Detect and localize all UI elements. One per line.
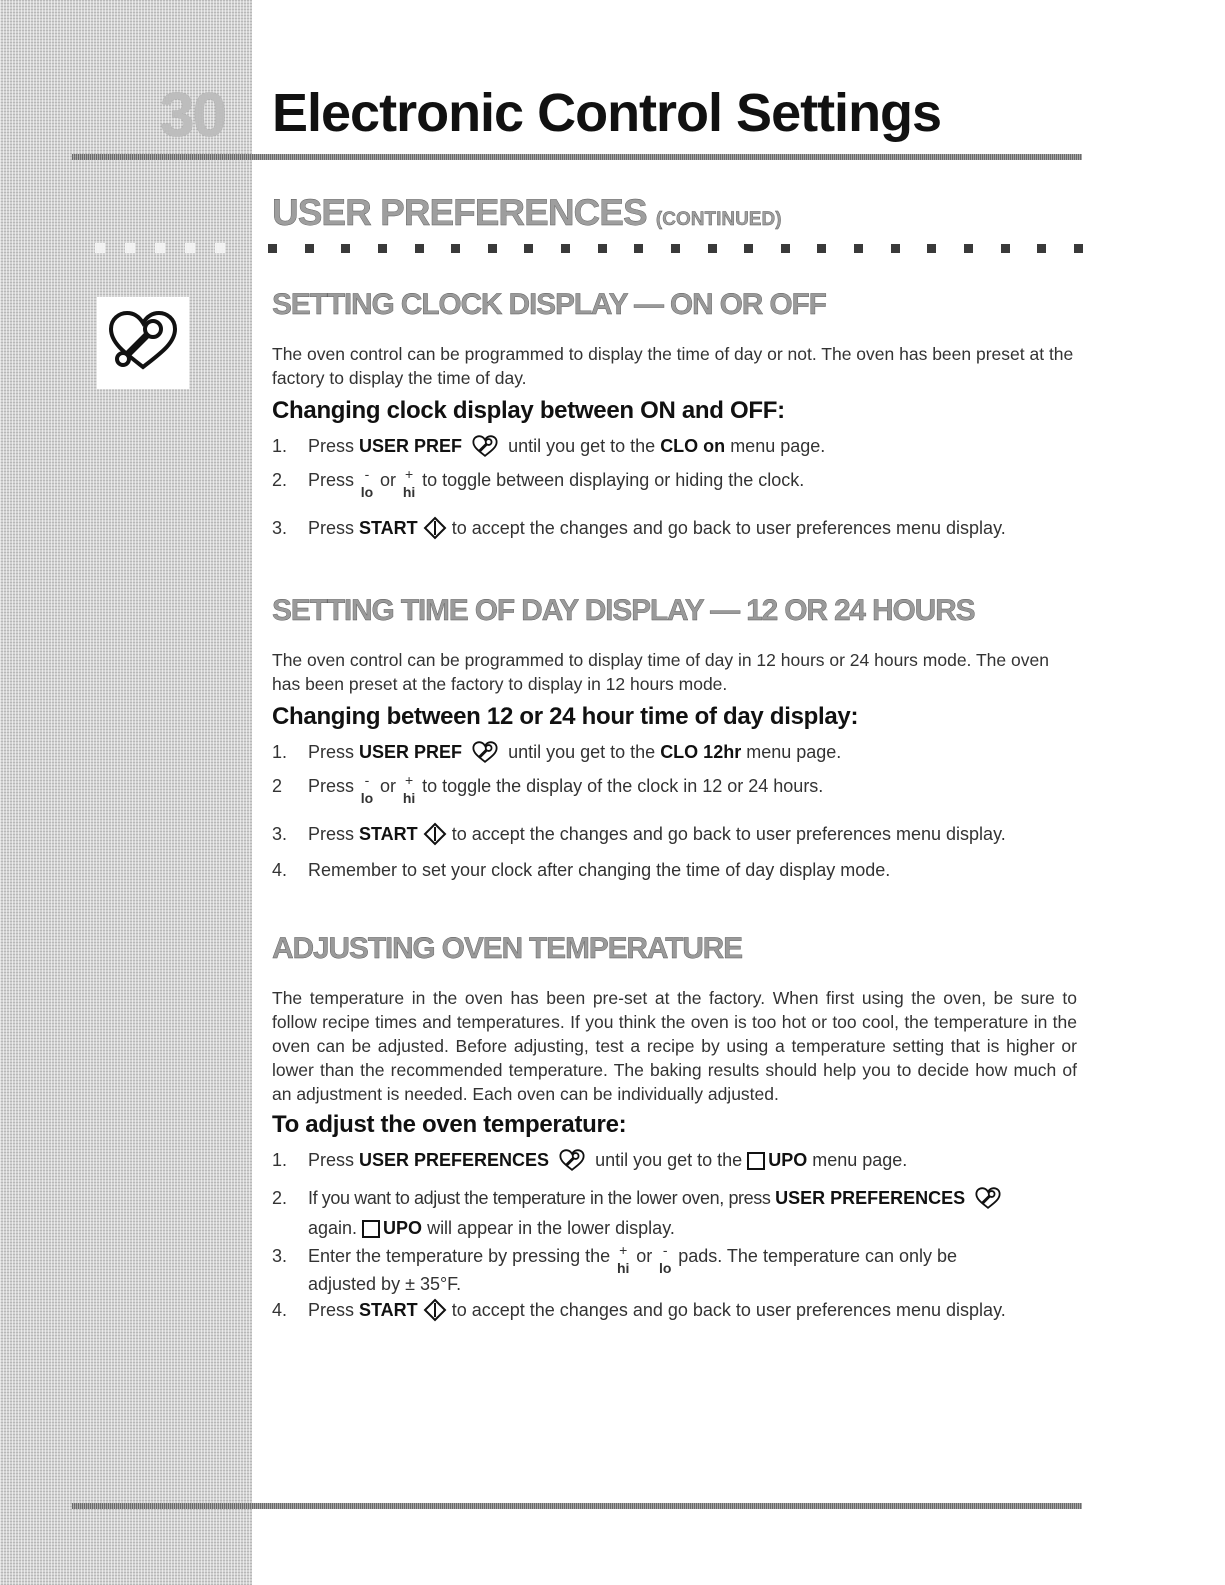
oven-temp-subhead: To adjust the oven temperature:	[272, 1111, 627, 1138]
time-display-intro: The oven control can be programmed to display time of day in 12 hours or 24 hours mode. The oven has been preset at the factory to display in 12 hours mode.	[272, 650, 1049, 694]
list-item: 1. Press USER PREFERENCES until you get to the UPO menu page.	[272, 1148, 1077, 1186]
hi-pad: + hi	[402, 466, 416, 500]
user-pref-badge	[97, 297, 189, 389]
wrench-heart-icon	[554, 1148, 590, 1178]
oven-temp-steps	[272, 1148, 1077, 1328]
oven-temp-intro: The temperature in the oven has been pre-set at the factory. When first using the oven, be sure to follow recipe times and temperatures. If you think the oven is too hot or too cool, the temperature in the oven can be adjusted. Before adjusting, test a recipe by using a temperature setting that is higher or lower than the recommended temperature. The baking results should help you to decide how much of an adjustment is needed. Each oven can be individually adjusted.	[272, 988, 1077, 1104]
list-item: 3. Enter the temperature by pressing the + hi or - lo pads. The temperature can only be adjusted by ± 35°F.	[272, 1242, 958, 1294]
section-title-text: USER PREFERENCES	[272, 192, 647, 233]
clock-display-section	[272, 288, 1077, 546]
list-item: 2 Press - lo or + hi to toggle the display of the clock in 12 or 24 hours.	[272, 772, 824, 806]
section-dot-row	[268, 244, 1083, 254]
clock-display-subhead: Changing clock display between ON and OFF:	[272, 397, 785, 424]
list-item: 2. If you want to adjust the temperature in the lower oven, press USER PREFERENCES again. UPO will appear in the lower display.	[272, 1186, 1077, 1242]
clock-display-heading: SETTING CLOCK DISPLAY — ON OR OFF	[272, 288, 826, 321]
hi-pad: + hi	[402, 772, 416, 806]
time-display-steps	[272, 740, 1077, 882]
list-item: 1. Press USER PREF until you get to the CLO on menu page.	[272, 434, 1077, 468]
list-item: 1. Press USER PREF until you get to the CLO 12hr menu page.	[272, 740, 1077, 774]
lo-pad: - lo	[360, 772, 374, 806]
wrench-heart-icon	[105, 307, 181, 373]
start-diamond-icon	[423, 1298, 447, 1328]
page-number: 30	[160, 81, 225, 150]
time-display-subhead: Changing between 12 or 24 hour time of day display:	[272, 703, 859, 730]
oven-temp-heading: ADJUSTING OVEN TEMPERATURE	[272, 932, 742, 965]
wrench-heart-icon	[970, 1186, 1006, 1216]
time-display-section	[272, 594, 1077, 882]
start-diamond-icon	[423, 516, 447, 546]
sidebar-texture	[0, 0, 252, 1585]
section-title	[272, 192, 782, 234]
oven-temp-section	[272, 932, 1077, 1328]
lo-pad: - lo	[360, 466, 374, 500]
lo-pad: - lo	[658, 1242, 672, 1276]
list-item: 2. Press - lo or + hi to toggle between displaying or hiding the clock.	[272, 466, 805, 500]
footer-rule	[72, 1503, 1082, 1509]
square-icon	[747, 1152, 765, 1170]
start-diamond-icon	[423, 822, 447, 852]
section-continued: (CONTINUED)	[655, 209, 782, 230]
hi-pad: + hi	[616, 1242, 630, 1276]
list-item: 4. Remember to set your clock after changing the time of day display mode.	[272, 860, 891, 880]
header-rule	[72, 154, 1082, 160]
list-item: 3. Press START to accept the changes and go back to user preferences menu display.	[272, 516, 1077, 546]
list-item: 4. Press START to accept the changes and go back to user preferences menu display.	[272, 1298, 1077, 1328]
wrench-heart-icon	[467, 740, 503, 770]
wrench-heart-icon	[467, 434, 503, 464]
clock-display-steps	[272, 434, 1077, 546]
time-display-heading: SETTING TIME OF DAY DISPLAY — 12 OR 24 HOURS	[272, 594, 975, 627]
clock-display-intro: The oven control can be programmed to display the time of day or not. The oven has been preset at the factory to display the time of day.	[272, 344, 1074, 388]
square-icon	[362, 1220, 380, 1238]
list-item: 3. Press START to accept the changes and go back to user preferences menu display.	[272, 822, 1077, 858]
page-title: Electronic Control Settings	[272, 83, 942, 143]
